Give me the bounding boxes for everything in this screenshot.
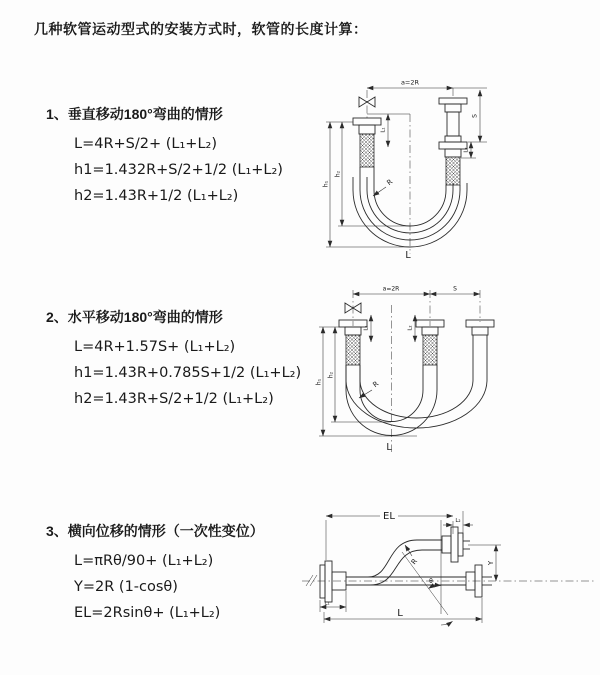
dimension-lines xyxy=(326,88,487,247)
formula-L: L=4R+1.57S+ (L₁+L₂) xyxy=(74,339,236,355)
dim-label-l: L xyxy=(397,608,403,619)
dim-label-a2r: a=2R xyxy=(400,78,420,87)
section-1-heading: 1、垂直移动180°弯曲的情形 xyxy=(46,106,223,122)
formula-h2: h2=1.43R+1/2 (L₁+L₂) xyxy=(74,188,239,204)
braided-hose-end xyxy=(446,157,460,185)
horizontal-180-bend-diagram xyxy=(303,280,600,465)
dim-label-l2: L₂ xyxy=(455,518,461,524)
middle-flange xyxy=(416,320,444,365)
centerlines xyxy=(367,88,453,254)
dim-label-r: R xyxy=(371,379,381,390)
formula-L: L=4R+S/2+ (L₁+L₂) xyxy=(74,136,217,152)
left-flange xyxy=(353,118,381,167)
section-3-formulas xyxy=(74,548,316,626)
dimension-lines xyxy=(319,294,480,436)
dim-label-h2: h₂ xyxy=(334,170,342,178)
dimension-lines xyxy=(320,511,501,623)
vertical-180-bend-diagram xyxy=(310,72,600,264)
formula-h1: h1=1.43R+0.785S+1/2 (L₁+L₂) xyxy=(74,365,302,381)
braided-hose-end xyxy=(423,335,437,365)
dim-label-l1: L₁ xyxy=(380,127,387,133)
lateral-displacement-diagram xyxy=(296,488,600,656)
section-horizontal-movement xyxy=(46,307,316,412)
dim-label-r: R xyxy=(409,557,420,567)
dimension-labels xyxy=(324,511,495,619)
u-hose-position-2 xyxy=(346,335,487,428)
dim-label-h1: h₁ xyxy=(322,180,330,188)
dim-label-l2: L₂ xyxy=(407,325,414,331)
formula-h1: h1=1.432R+S/2+1/2 (L₁+L₂) xyxy=(74,162,283,178)
displaced-s-curve-hose xyxy=(346,540,442,585)
dim-label-a2r: a=2R xyxy=(382,285,400,293)
section-lateral-displacement xyxy=(46,521,316,626)
formula-EL: EL=2Rsinθ+ (L₁+L₂) xyxy=(74,605,221,621)
pipe-break-mark xyxy=(306,575,317,586)
dim-label-h2: h₂ xyxy=(327,371,335,379)
dimension-labels xyxy=(316,286,458,454)
formula-Y: Y=2R (1-cosθ) xyxy=(74,579,178,595)
dim-label-r: R xyxy=(385,177,395,188)
section-vertical-movement xyxy=(46,104,316,209)
formula-L: L=πRθ/90+ (L₁+L₂) xyxy=(74,553,214,569)
dim-label-s: S xyxy=(471,114,479,118)
dim-label-l: L xyxy=(386,442,392,453)
dim-label-theta: θ xyxy=(429,578,433,585)
dim-label-l1: L₁ xyxy=(324,600,330,607)
left-flange xyxy=(320,561,346,602)
section-2-formulas xyxy=(74,334,316,412)
section-3-heading: 3、横向位移的情形（一次性变位） xyxy=(46,523,264,539)
dim-label-l1: L₁ xyxy=(363,325,370,331)
right-flange xyxy=(466,320,494,335)
dim-label-el: EL xyxy=(383,511,395,522)
braided-hose-end xyxy=(346,335,360,365)
dim-label-l: L xyxy=(405,250,411,261)
dim-label-h1: h₁ xyxy=(315,378,323,386)
dim-label-y: Y xyxy=(487,560,495,566)
upper-right-flange xyxy=(442,527,470,562)
right-flange-assembly xyxy=(439,98,467,185)
page-title: 几种软管运动型式的安装方式时，软管的长度计算： xyxy=(34,21,368,37)
formula-h2: h2=1.43R+S/2+1/2 (L₁+L₂) xyxy=(74,391,274,407)
braided-hose-end xyxy=(360,134,374,167)
dim-label-l2: L₂ xyxy=(463,147,470,153)
dim-label-s: S xyxy=(453,285,457,293)
section-1-formulas xyxy=(74,131,316,209)
section-2-heading: 2、水平移动180°弯曲的情形 xyxy=(46,309,223,325)
